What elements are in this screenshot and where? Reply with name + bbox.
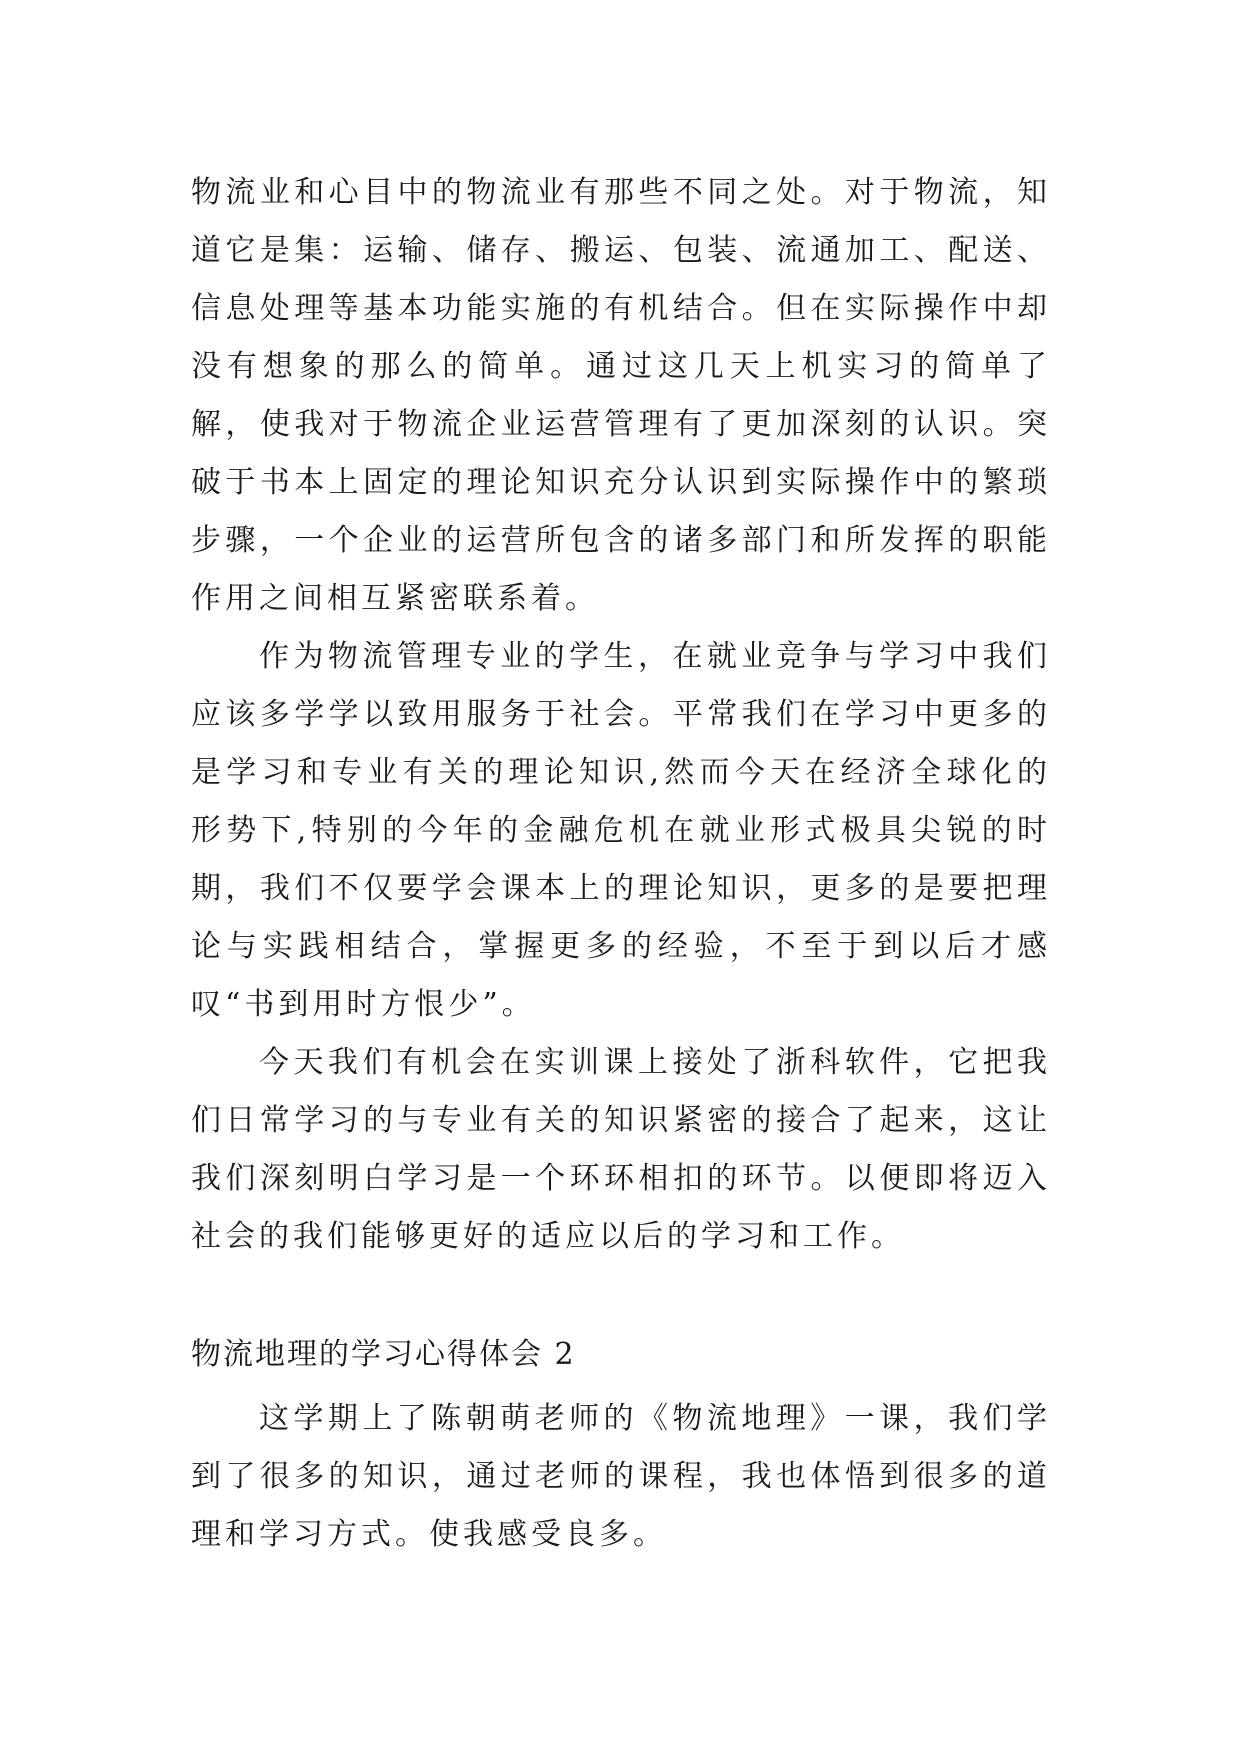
paragraph-continued: 物流业和心目中的物流业有那些不同之处。对于物流，知道它是集：运输、储存、搬运、包装、流通加工、配送、信息处理等基本功能实施的有机结合。但在实际操作中却没有想象的那么的简单。通过这几天上机实习的简单了解，使我对于物流企业运营管理有了更加深刻的认识。突破于书本上固定的理论知识充分认识到实际操作中的繁琐步骤，一个企业的运营所包含的诸多部门和所发挥的职能作用之间相互紧密联系着。 — [191, 175, 1051, 616]
section-heading: 物流地理的学习心得体会 2 — [191, 1337, 576, 1372]
paragraph-student-role: 作为物流管理专业的学生，在就业竞争与学习中我们应该多学学以致用服务于社会。平常我们在学习中更多的是学习和专业有关的理论知识,然而今天在经济全球化的形势下,特别的今年的金融危机在就业形式极具尖锐的时期，我们不仅要学会课本上的理论知识，更多的是要把理论与实践相结合，掌握更多的经验，不至于到以后才感叹“书到用时方恨少”。 — [191, 639, 1051, 1022]
paragraph-training-software: 今天我们有机会在实训课上接处了浙科软件，它把我们日常学习的与专业有关的知识紧密的接合了起来，这让我们深刻明白学习是一个环环相扣的环节。以便即将迈入社会的我们能够更好的适应以后的学习和工作。 — [191, 1045, 1051, 1254]
document-body-part1 — [191, 164, 1051, 1266]
paragraph-logistics-geography: 这学期上了陈朝萌老师的《物流地理》一课，我们学到了很多的知识，通过老师的课程，我也体悟到很多的道理和学习方式。使我感受良多。 — [191, 1401, 1051, 1552]
document-body-part2 — [191, 1326, 1051, 1564]
